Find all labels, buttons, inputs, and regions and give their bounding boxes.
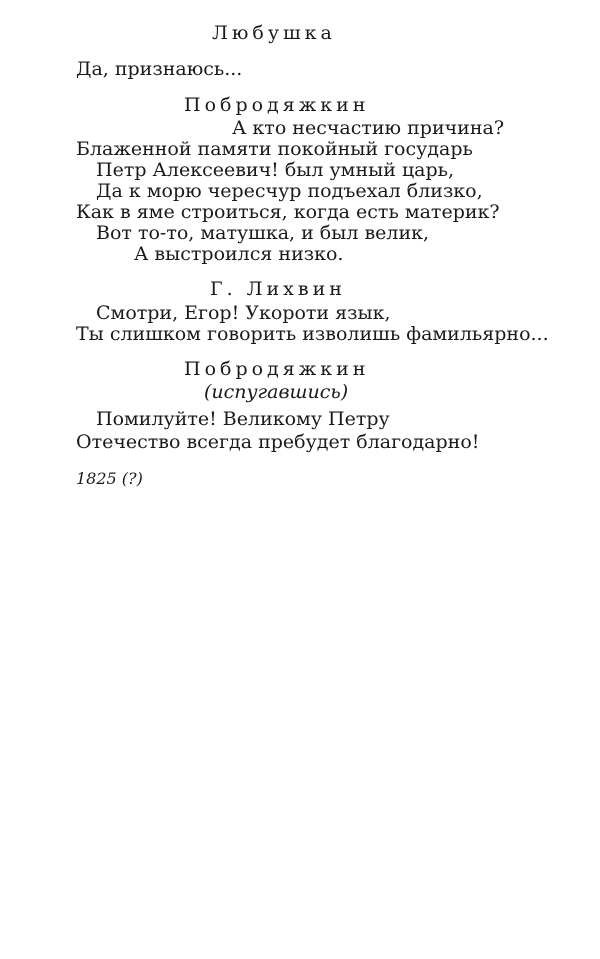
date-note: 1825 (?) [76, 469, 143, 488]
verse-line: Ты слишком говорить изволишь фамильярно... [76, 323, 549, 345]
verse-line: Блаженной памяти покойный государь [76, 138, 473, 160]
speaker-likhvin: Г. Лихвин [210, 278, 346, 300]
verse-line: Да к морю чересчур подъехал близко, [96, 180, 483, 202]
speaker-pobrodyazhkin-1: Побродяжкин [184, 94, 370, 116]
speaker-pobrodyazhkin-2: Побродяжкин [184, 358, 370, 380]
verse-line: Петр Алексеевич! был умный царь, [96, 159, 455, 181]
verse-line: Отечество всегда пребудет благодарно! [76, 431, 480, 453]
verse-line: Вот то-то, матушка, и был велик, [96, 222, 430, 244]
speaker-lyubushka: Любушка [212, 22, 336, 44]
verse-line: А выстроился низко. [134, 243, 344, 265]
verse-line: Как в яме строиться, когда есть материк? [76, 201, 500, 223]
verse-line: А кто несчастию причина? [232, 117, 505, 139]
verse-line: Смотри, Егор! Укороти язык, [96, 302, 391, 324]
stage-direction: (испугавшись) [204, 381, 349, 403]
verse-line: Помилуйте! Великому Петру [96, 408, 390, 430]
line-lyubushka: Да, признаюсь... [76, 58, 243, 80]
